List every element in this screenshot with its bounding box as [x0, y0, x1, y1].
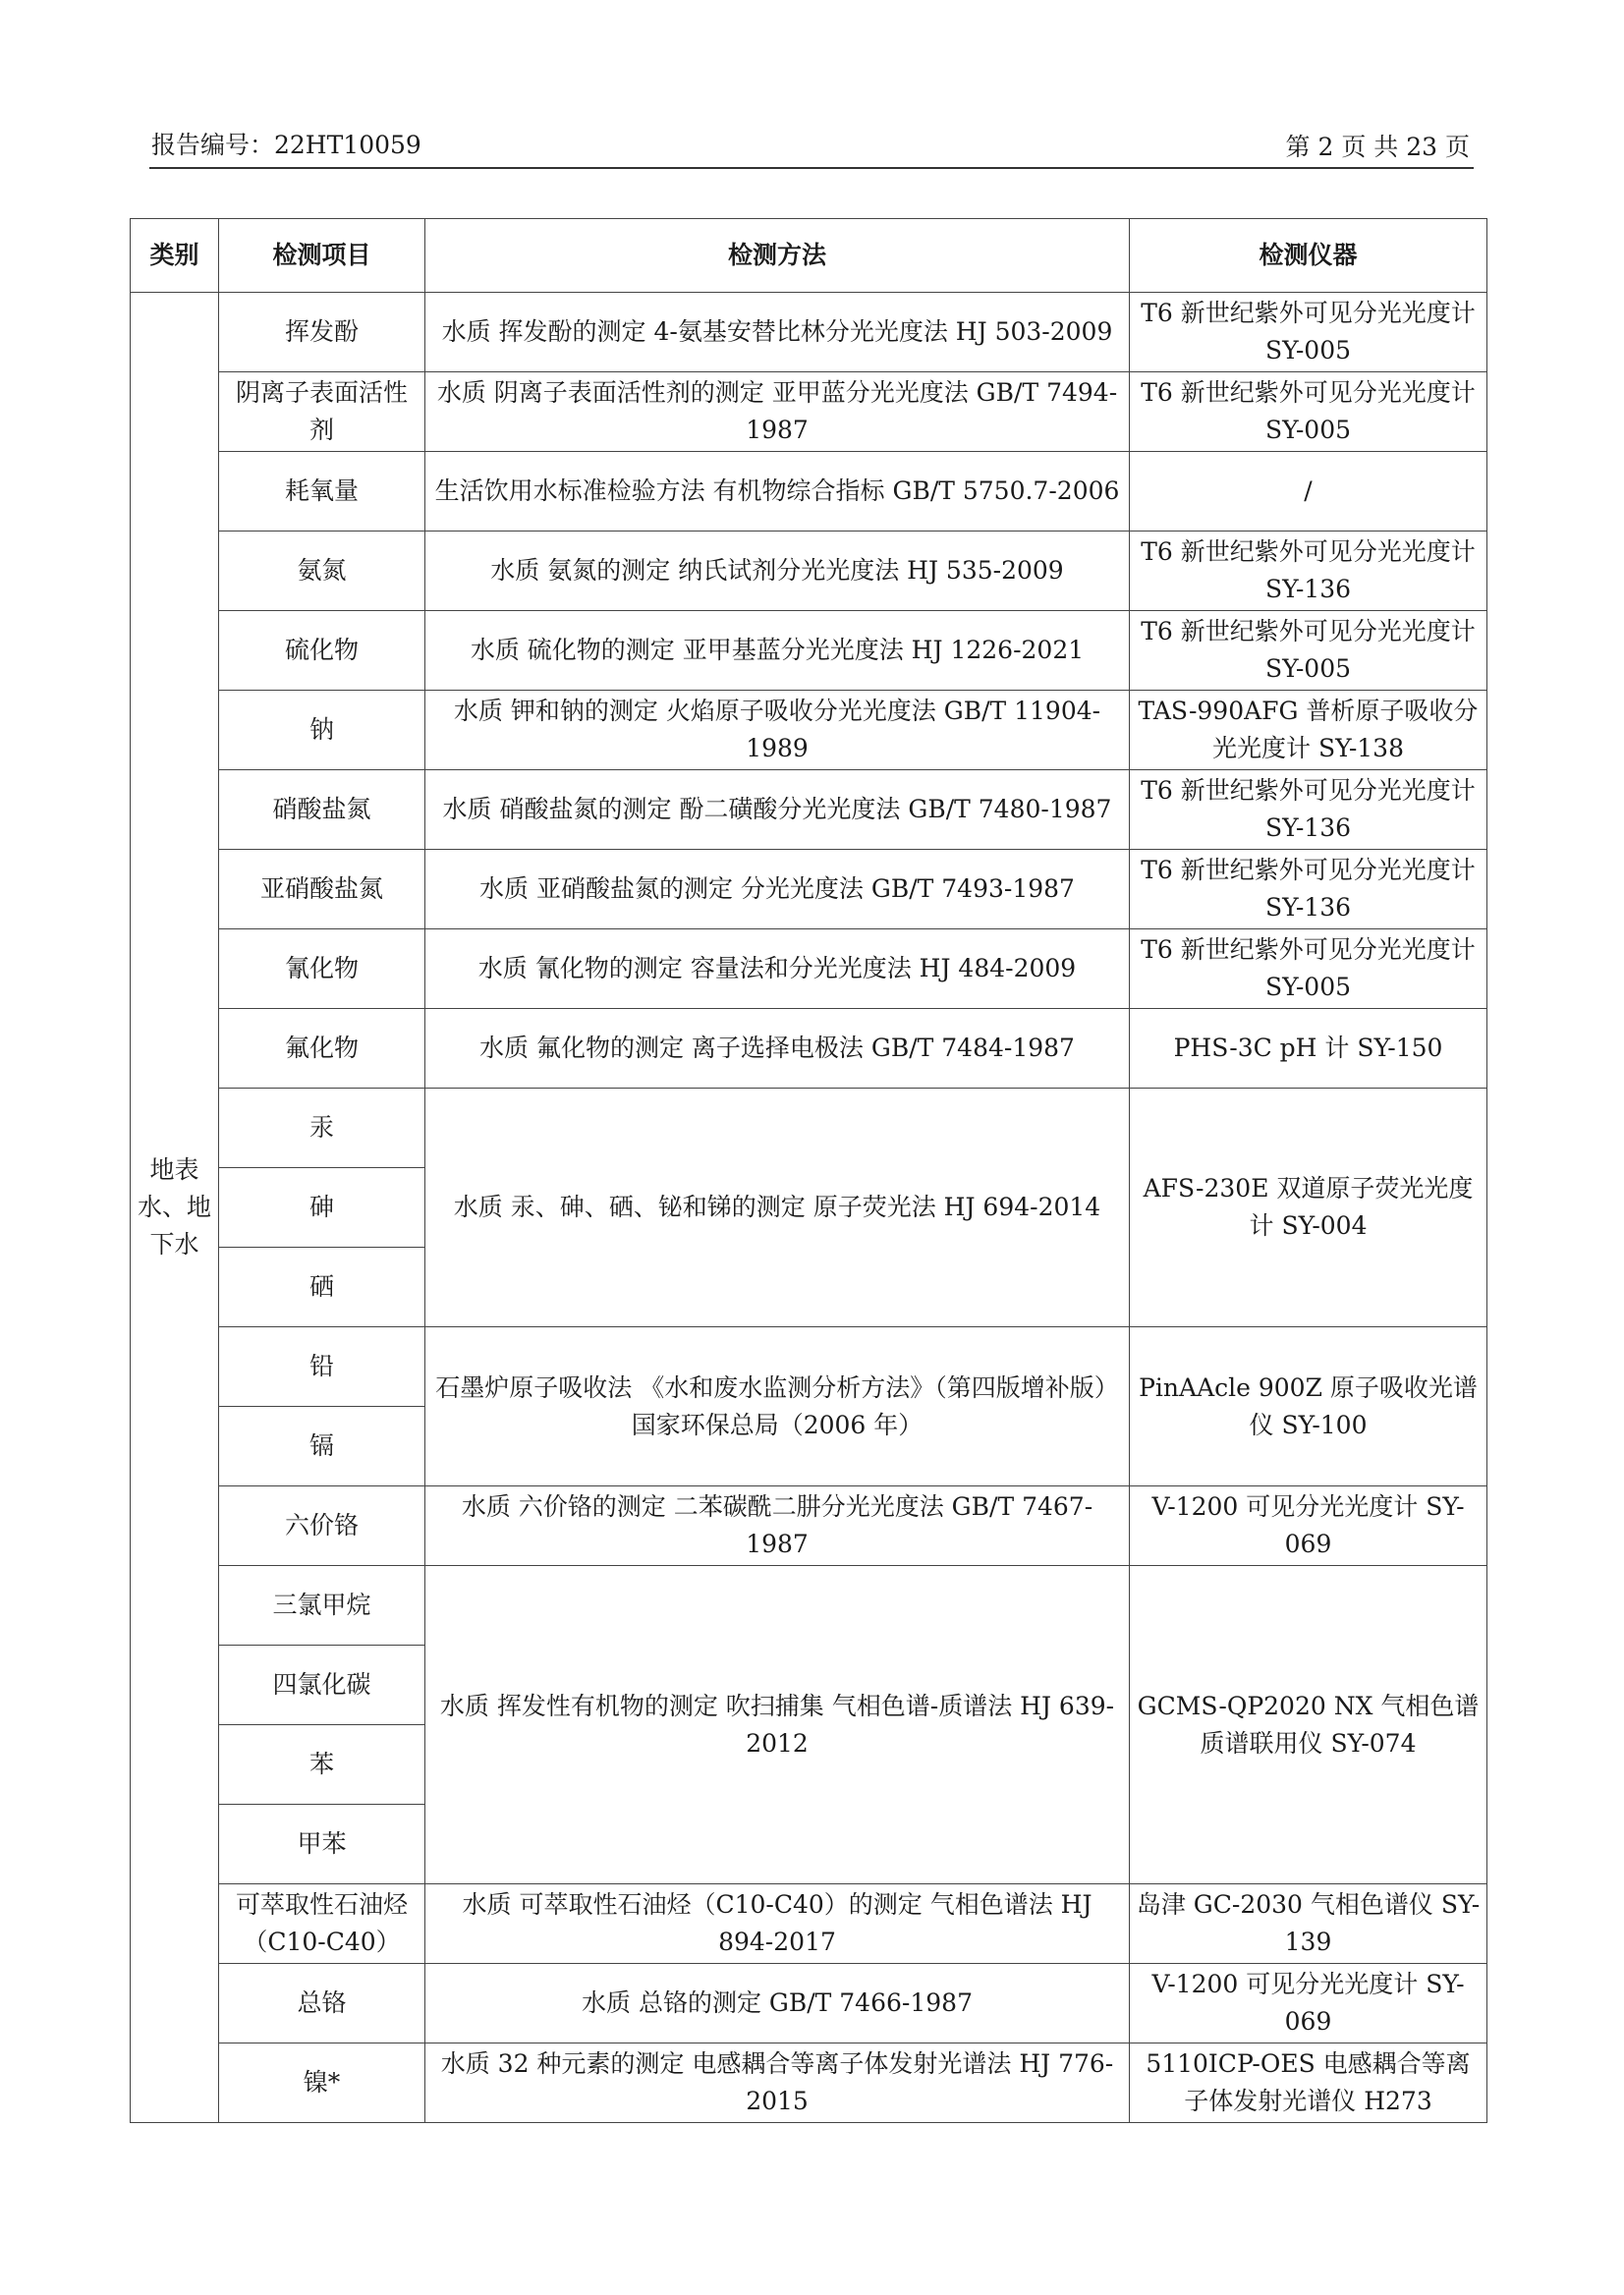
method-cell: 水质 挥发酚的测定 4-氨基安替比林分光光度法 HJ 503-2009	[425, 293, 1130, 372]
page-header	[149, 122, 1474, 169]
item-cell: 挥发酚	[219, 293, 425, 372]
method-cell: 水质 氰化物的测定 容量法和分光光度法 HJ 484-2009	[425, 929, 1130, 1009]
table-row	[131, 1964, 1487, 2043]
instrument-cell: T6 新世纪紫外可见分光光度计 SY-005	[1130, 293, 1487, 372]
instrument-cell: T6 新世纪紫外可见分光光度计 SY-005	[1130, 611, 1487, 691]
test-methods-table	[130, 218, 1487, 2123]
page-number: 第 2 页 共 23 页	[1285, 133, 1470, 161]
method-cell: 水质 钾和钠的测定 火焰原子吸收分光光度法 GB/T 11904-1989	[425, 691, 1130, 770]
table-row	[131, 691, 1487, 770]
table-row	[131, 850, 1487, 929]
method-cell: 水质 总铬的测定 GB/T 7466-1987	[425, 1964, 1130, 2043]
column-header-instrument: 检测仪器	[1130, 219, 1487, 293]
instrument-cell: GCMS-QP2020 NX 气相色谱质谱联用仪 SY-074	[1130, 1566, 1487, 1884]
method-cell: 水质 亚硝酸盐氮的测定 分光光度法 GB/T 7493-1987	[425, 850, 1130, 929]
table-row	[131, 1089, 1487, 1168]
instrument-cell: 岛津 GC-2030 气相色谱仪 SY-139	[1130, 1884, 1487, 1964]
instrument-cell: T6 新世纪紫外可见分光光度计 SY-136	[1130, 850, 1487, 929]
column-header-method: 检测方法	[425, 219, 1130, 293]
column-header-item: 检测项目	[219, 219, 425, 293]
method-cell: 水质 挥发性有机物的测定 吹扫捕集 气相色谱-质谱法 HJ 639-2012	[425, 1566, 1130, 1884]
table-row	[131, 1486, 1487, 1566]
item-cell: 硫化物	[219, 611, 425, 691]
table-header-row	[131, 219, 1487, 293]
instrument-cell: T6 新世纪紫外可见分光光度计 SY-136	[1130, 532, 1487, 611]
table-row	[131, 611, 1487, 691]
instrument-cell: PinAAcle 900Z 原子吸收光谱仪 SY-100	[1130, 1327, 1487, 1486]
item-cell: 氟化物	[219, 1009, 425, 1089]
item-cell: 砷	[219, 1168, 425, 1248]
report-number: 报告编号：22HT10059	[151, 131, 421, 159]
item-cell: 氰化物	[219, 929, 425, 1009]
item-cell: 阴离子表面活性剂	[219, 372, 425, 452]
table-row	[131, 372, 1487, 452]
column-header-category: 类别	[131, 219, 219, 293]
item-cell: 镍*	[219, 2043, 425, 2123]
table-row	[131, 1327, 1487, 1407]
item-cell: 亚硝酸盐氮	[219, 850, 425, 929]
item-cell: 四氯化碳	[219, 1646, 425, 1725]
item-cell: 六价铬	[219, 1486, 425, 1566]
item-cell: 铅	[219, 1327, 425, 1407]
item-cell: 硝酸盐氮	[219, 770, 425, 850]
item-cell: 可萃取性石油烃（C10-C40）	[219, 1884, 425, 1964]
instrument-cell: AFS-230E 双道原子荧光光度计 SY-004	[1130, 1089, 1487, 1327]
method-cell: 水质 阴离子表面活性剂的测定 亚甲蓝分光光度法 GB/T 7494-1987	[425, 372, 1130, 452]
instrument-cell: V-1200 可见分光光度计 SY-069	[1130, 1486, 1487, 1566]
item-cell: 钠	[219, 691, 425, 770]
item-cell: 氨氮	[219, 532, 425, 611]
table-row	[131, 2043, 1487, 2123]
table-row	[131, 452, 1487, 532]
category-cell: 地表水、地下水	[131, 293, 219, 2123]
method-cell: 水质 可萃取性石油烃（C10-C40）的测定 气相色谱法 HJ 894-2017	[425, 1884, 1130, 1964]
method-cell: 石墨炉原子吸收法 《水和废水监测分析方法》（第四版增补版）国家环保总局（2006 年）	[425, 1327, 1130, 1486]
item-cell: 硒	[219, 1248, 425, 1327]
item-cell: 镉	[219, 1407, 425, 1486]
table-row	[131, 532, 1487, 611]
table-row	[131, 770, 1487, 850]
instrument-cell: TAS-990AFG 普析原子吸收分光光度计 SY-138	[1130, 691, 1487, 770]
instrument-cell: T6 新世纪紫外可见分光光度计 SY-005	[1130, 929, 1487, 1009]
instrument-cell: /	[1130, 452, 1487, 532]
item-cell: 汞	[219, 1089, 425, 1168]
method-cell: 水质 32 种元素的测定 电感耦合等离子体发射光谱法 HJ 776-2015	[425, 2043, 1130, 2123]
item-cell: 耗氧量	[219, 452, 425, 532]
table-row	[131, 1884, 1487, 1964]
method-cell: 水质 硫化物的测定 亚甲基蓝分光光度法 HJ 1226-2021	[425, 611, 1130, 691]
method-cell: 水质 氨氮的测定 纳氏试剂分光光度法 HJ 535-2009	[425, 532, 1130, 611]
item-cell: 甲苯	[219, 1805, 425, 1884]
table-row	[131, 1009, 1487, 1089]
item-cell: 三氯甲烷	[219, 1566, 425, 1646]
table-row	[131, 929, 1487, 1009]
method-cell: 水质 氟化物的测定 离子选择电极法 GB/T 7484-1987	[425, 1009, 1130, 1089]
item-cell: 苯	[219, 1725, 425, 1805]
method-cell: 水质 六价铬的测定 二苯碳酰二肼分光光度法 GB/T 7467-1987	[425, 1486, 1130, 1566]
instrument-cell: T6 新世纪紫外可见分光光度计 SY-136	[1130, 770, 1487, 850]
table-row	[131, 293, 1487, 372]
method-cell: 生活饮用水标准检验方法 有机物综合指标 GB/T 5750.7-2006	[425, 452, 1130, 532]
method-cell: 水质 汞、砷、硒、铋和锑的测定 原子荧光法 HJ 694-2014	[425, 1089, 1130, 1327]
instrument-cell: V-1200 可见分光光度计 SY-069	[1130, 1964, 1487, 2043]
instrument-cell: 5110ICP-OES 电感耦合等离子体发射光谱仪 H273	[1130, 2043, 1487, 2123]
table-row	[131, 1566, 1487, 1646]
instrument-cell: T6 新世纪紫外可见分光光度计 SY-005	[1130, 372, 1487, 452]
method-cell: 水质 硝酸盐氮的测定 酚二磺酸分光光度法 GB/T 7480-1987	[425, 770, 1130, 850]
item-cell: 总铬	[219, 1964, 425, 2043]
instrument-cell: PHS-3C pH 计 SY-150	[1130, 1009, 1487, 1089]
